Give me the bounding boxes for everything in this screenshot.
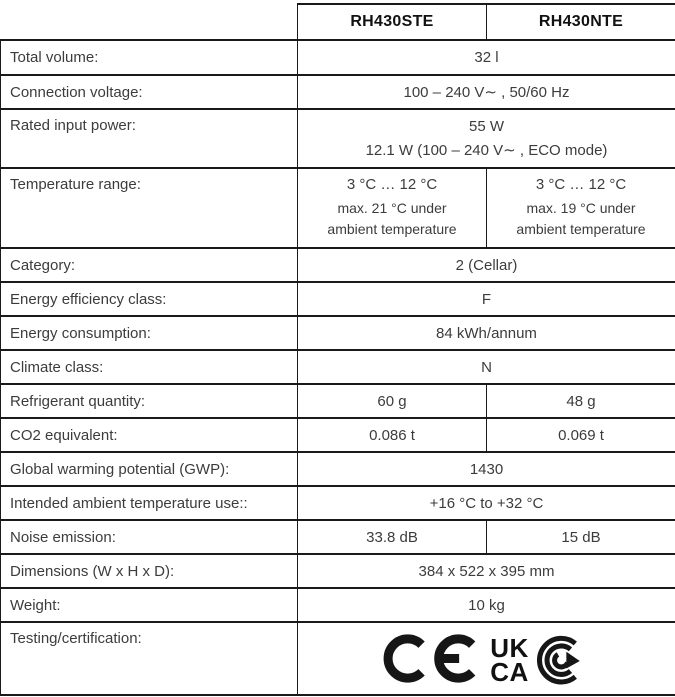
table-row [1,418,675,452]
spec-value-rated-input-power [298,109,675,168]
spec-label-rated-input-power: Rated input power: [1,109,298,168]
spec-value-category: 2 (Cellar) [298,248,675,282]
table-row [1,350,675,384]
spec-label-intended-ambient-temperature: Intended ambient temperature use:: [1,486,298,520]
temp-range-right: 3 °C … 12 °C [535,176,627,193]
spec-value-energy-consumption: 84 kWh/annum [298,316,675,350]
swirl-mark-icon [536,630,590,687]
spec-label-co2-equivalent: CO2 equivalent: [1,418,298,452]
spec-label-total-volume: Total volume: [1,40,298,75]
spec-value-refrigerant-quantity-left: 60 g [298,384,487,418]
temp-range-left: 3 °C … 12 °C [346,176,438,193]
model-header-rh430nte: RH430NTE [487,4,675,40]
spec-label-gwp: Global warming potential (GWP): [1,452,298,486]
spec-value-noise-emission-right: 15 dB [487,520,675,554]
table-row [1,109,675,168]
ce-mark-icon [383,634,483,683]
table-row [1,248,675,282]
spec-label-category: Category: [1,248,298,282]
spec-value-testing-certification [298,622,675,695]
table-row [1,40,675,75]
spec-value-total-volume: 32 l [298,40,675,75]
spec-label-noise-emission: Noise emission: [1,520,298,554]
spec-value-intended-ambient-temperature: +16 °C to +32 °C [298,486,675,520]
ukca-text-ca: CA [490,656,529,687]
table-row [1,622,675,695]
model-header-rh430ste: RH430STE [298,4,487,40]
header-empty-cell [1,4,298,40]
spec-label-weight: Weight: [1,588,298,622]
ukca-text-uk: UK [490,632,529,663]
spec-value-energy-efficiency-class: F [298,282,675,316]
spec-value-weight: 10 kg [298,588,675,622]
rated-power-line2: 12.1 W (100 – 240 V∼ , ECO mode) [365,141,608,159]
spec-value-climate-class: N [298,350,675,384]
spec-label-dimensions: Dimensions (W x H x D): [1,554,298,588]
table-row [1,75,675,109]
table-row [1,384,675,418]
spec-label-climate-class: Climate class: [1,350,298,384]
spec-value-dimensions: 384 x 522 x 395 mm [298,554,675,588]
ukca-mark-icon [490,632,529,687]
table-row [1,316,675,350]
spec-label-testing-certification: Testing/certification: [1,622,298,695]
spec-value-gwp: 1430 [298,452,675,486]
table-row [1,282,675,316]
spec-label-energy-efficiency-class: Energy efficiency class: [1,282,298,316]
spec-value-noise-emission-left: 33.8 dB [298,520,487,554]
spec-label-energy-consumption: Energy consumption: [1,316,298,350]
table-row [1,588,675,622]
spec-value-connection-voltage: 100 – 240 V∼ , 50/60 Hz [298,75,675,109]
spec-value-co2-equivalent-right: 0.069 t [487,418,675,452]
table-row [1,452,675,486]
certification-logos [298,630,675,687]
rated-power-line1: 55 W [468,117,504,135]
spec-label-connection-voltage: Connection voltage: [1,75,298,109]
spec-value-temperature-range-left [298,168,487,248]
temp-note-right: max. 19 °C under ambient temperature [516,200,646,237]
table-row [1,486,675,520]
spec-value-co2-equivalent-left: 0.086 t [298,418,487,452]
spec-label-refrigerant-quantity: Refrigerant quantity: [1,384,298,418]
table-row [1,520,675,554]
temp-note-left: max. 21 °C under ambient temperature [327,200,457,237]
spec-value-refrigerant-quantity-right: 48 g [487,384,675,418]
spec-table [0,3,675,696]
spec-value-temperature-range-right [487,168,675,248]
table-row-header [1,4,675,40]
table-row [1,168,675,248]
spec-label-temperature-range: Temperature range: [1,168,298,248]
table-row [1,554,675,588]
